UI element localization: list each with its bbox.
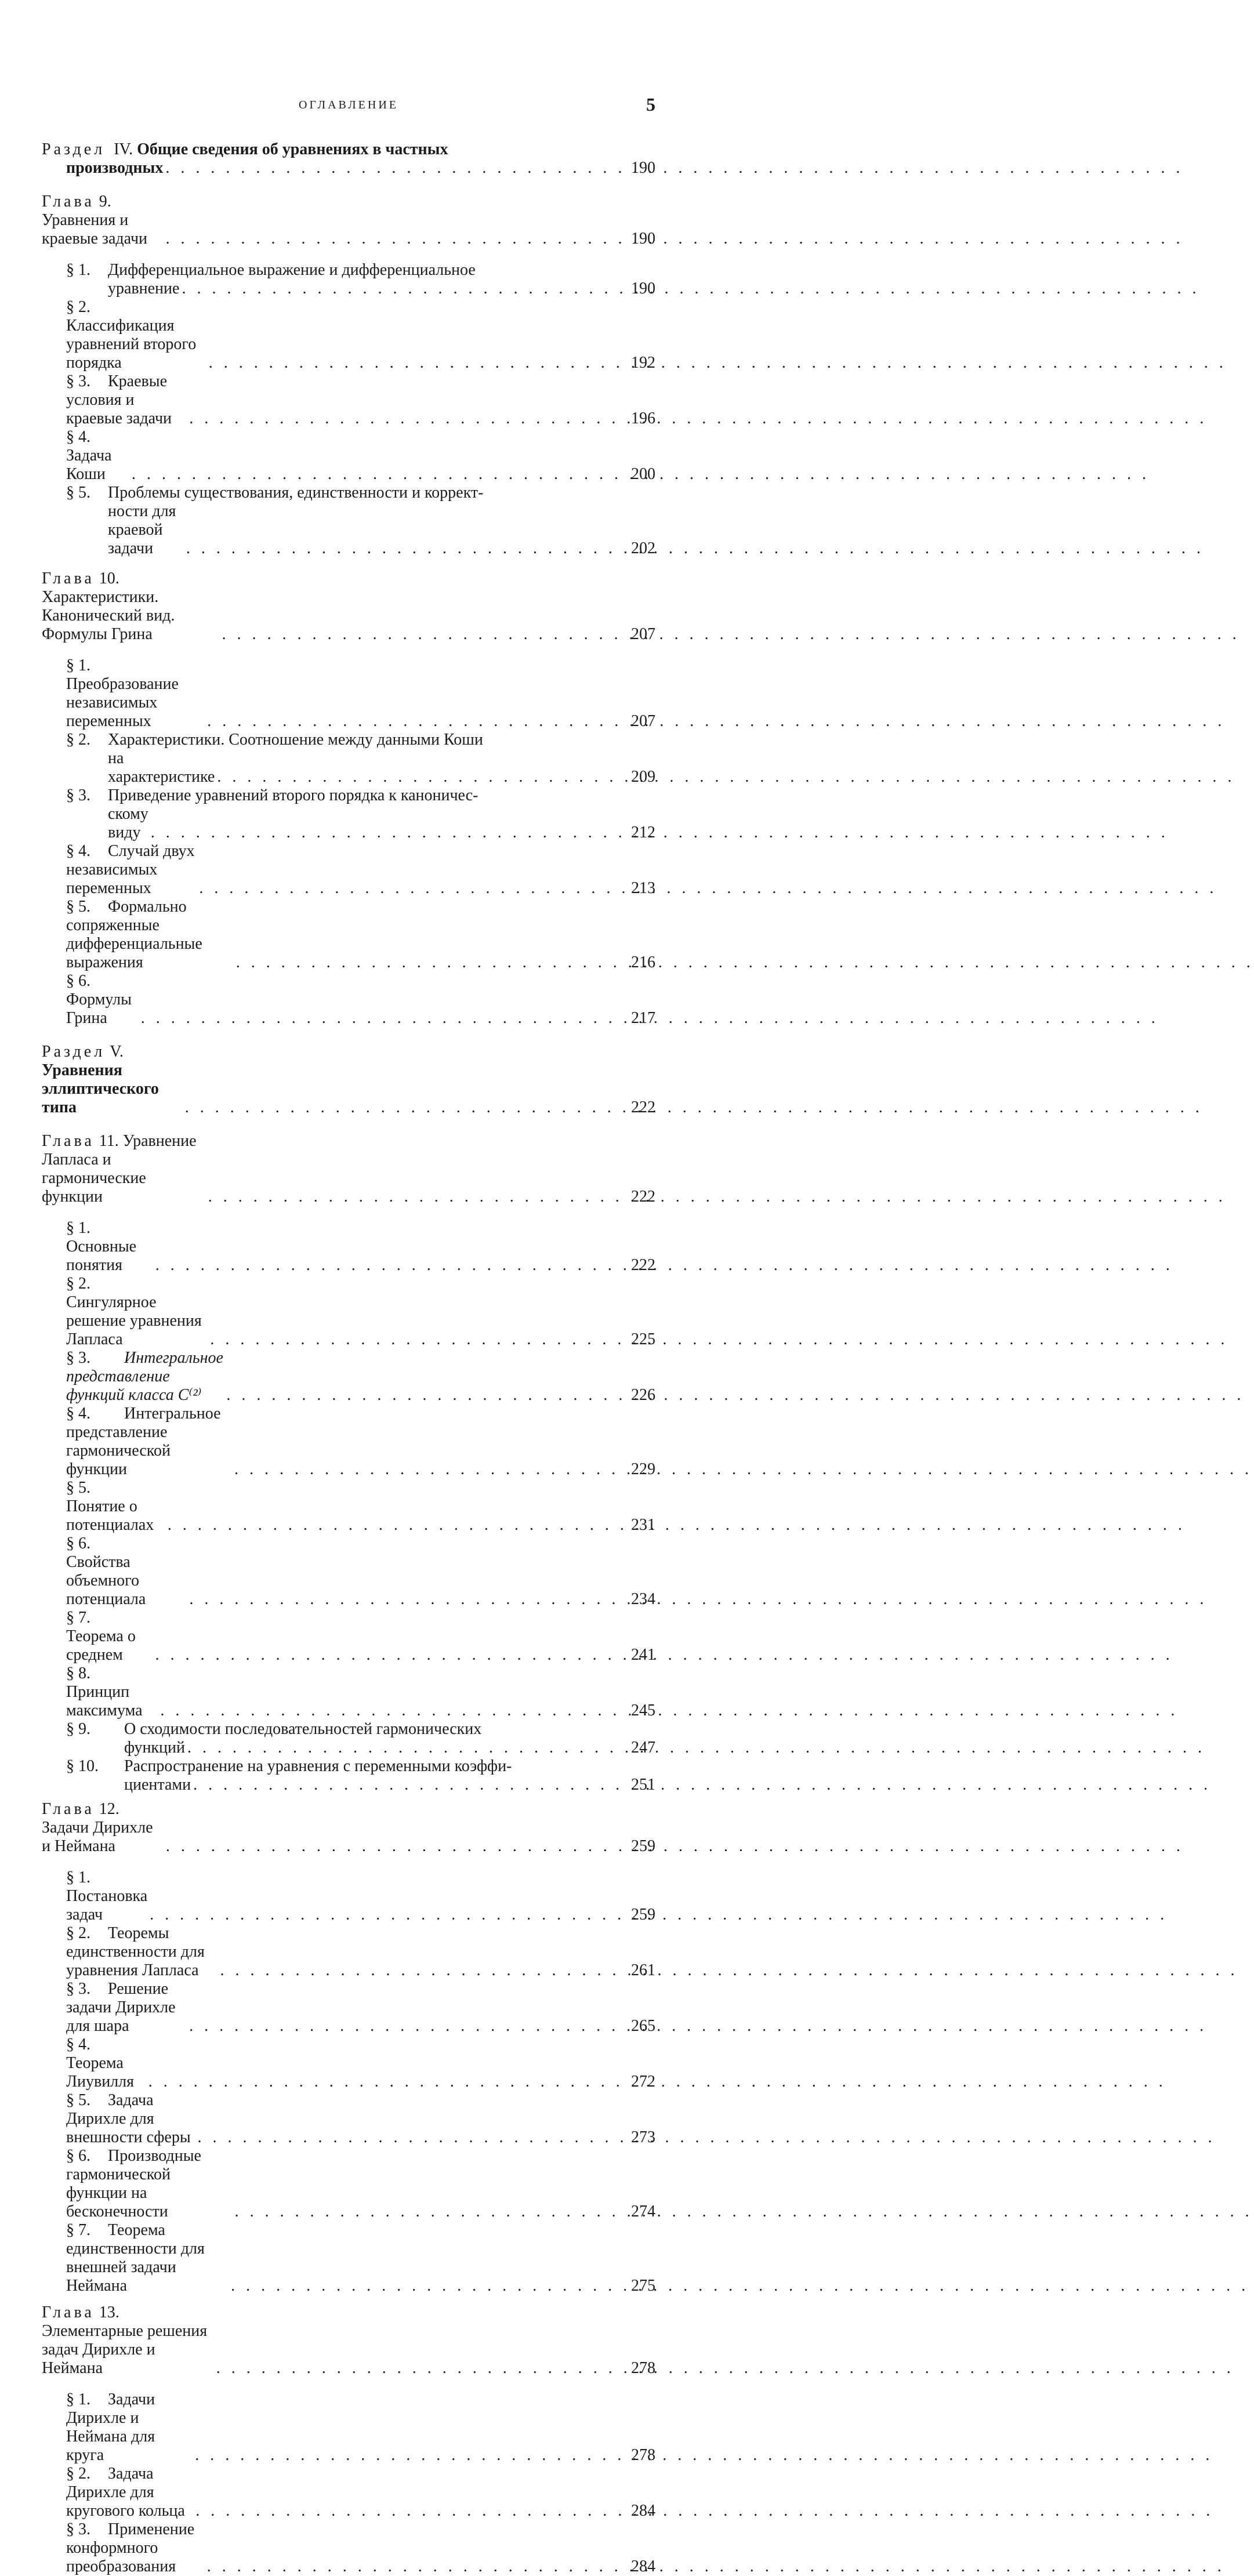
section-title: Характеристики. Соотношение между данными Коши (108, 731, 483, 749)
page-ref: 284 (631, 2502, 655, 2520)
leader-dots (163, 159, 624, 177)
leader-dots (233, 2203, 624, 2221)
leader-dots (153, 1256, 624, 1275)
leader-dots (193, 2502, 624, 2520)
chapter-10-entry[interactable] (42, 569, 655, 644)
section-title-cont: скому виду (108, 805, 148, 841)
page-ref: 226 (631, 1386, 655, 1404)
leader-dots (139, 1009, 624, 1028)
section-entry[interactable] (66, 261, 655, 298)
section-entry[interactable] (66, 1405, 655, 1479)
section-title: Формулы Грина (66, 991, 132, 1027)
section-number: § 3. (66, 2520, 90, 2538)
section-title: Интегральное представление гармонической функции (66, 1405, 221, 1478)
chapter-title: 11. Уравнение Лапласа и гармонические функции (42, 1132, 197, 1206)
chapter-12-sections (42, 1868, 655, 2295)
section-title: Теоремы единственности для уравнения Лапласа (66, 1924, 205, 1979)
leader-dots (187, 409, 624, 428)
section-entry[interactable] (66, 1479, 655, 1534)
section-title: Производные гармонической функции на бесконечности (66, 2147, 201, 2221)
leader-dots (229, 2277, 624, 2295)
section-entry[interactable] (66, 972, 655, 1028)
page-ref: 273 (631, 2128, 655, 2146)
part-number: V. (110, 1043, 124, 1061)
page-ref: 278 (631, 2446, 655, 2464)
section-title: Основные понятия (66, 1238, 137, 1274)
chapter-13-entry[interactable] (42, 2303, 655, 2378)
section-title: Теорема единственности для внешней задачи Неймана (66, 2221, 205, 2295)
page-ref: 192 (631, 354, 655, 372)
section-title: Принцип максимума (66, 1683, 143, 1719)
leader-dots (153, 1646, 624, 1664)
section-number: § 2. (66, 1924, 90, 1942)
section-entry[interactable] (66, 2147, 655, 2221)
section-title: Дифференциальное выражение и дифференциальное (108, 261, 476, 279)
section-title: Применение конформного преобразования (66, 2520, 195, 2575)
chapter-9-sections (42, 261, 655, 558)
chapter-title: 13. Элементарные решения задач Дирихле и Неймана (42, 2303, 208, 2377)
leader-dots (164, 1837, 624, 1856)
section-number: § 3. (66, 372, 90, 390)
section-entry[interactable] (66, 1720, 655, 1757)
page-ref: 217 (631, 1009, 655, 1027)
section-entry[interactable] (66, 298, 655, 372)
page-ref: 284 (631, 2557, 655, 2575)
section-title-cont: уравнение (108, 280, 180, 297)
section-entry[interactable] (66, 1868, 655, 1924)
section-number: § 8. (66, 1664, 90, 1682)
page-ref: 272 (631, 2073, 655, 2091)
section-number: § 1. (66, 261, 90, 279)
section-number: § 9. (66, 1720, 90, 1738)
section-title: Проблемы существования, единственности и коррект- (108, 484, 484, 502)
leader-dots (234, 953, 624, 972)
section-entry[interactable] (66, 428, 655, 484)
section-title: Решение задачи Дирихле для шара (66, 1980, 176, 2035)
page-number: 5 (646, 94, 655, 115)
section-entry[interactable] (66, 656, 655, 731)
section-entry[interactable] (66, 2091, 655, 2147)
section-title: Задача Дирихле для кругового кольца (66, 2465, 185, 2520)
page-ref: 200 (631, 465, 655, 483)
section-title: Преобразование независимых переменных (66, 675, 179, 730)
section-entry[interactable] (66, 842, 655, 898)
section-number: § 1. (66, 1219, 90, 1237)
section-title-cont: циентами (124, 1776, 191, 1794)
part-title: Уравнения эллиптического типа (42, 1061, 159, 1116)
page-ref: 207 (631, 712, 655, 730)
page-ref: 222 (631, 1098, 655, 1116)
page-ref: 278 (631, 2359, 655, 2377)
section-entry[interactable] (66, 898, 655, 972)
leader-dots (205, 2557, 624, 2576)
page-ref: 190 (631, 230, 655, 248)
part-v-entry[interactable] (42, 1043, 655, 1117)
page-ref: 234 (631, 1590, 655, 1608)
part-title: Общие сведения об уравнениях в частных (137, 140, 448, 158)
section-number: § 6. (66, 2147, 90, 2165)
section-title: Свойства объемного потенциала (66, 1553, 146, 1608)
page-ref: 222 (631, 1188, 655, 1206)
section-entry[interactable] (66, 2221, 655, 2295)
section-entry[interactable] (66, 786, 655, 842)
section-number: § 5. (66, 484, 90, 502)
section-entry[interactable] (66, 372, 655, 428)
leader-dots (224, 1386, 624, 1405)
section-number: § 3. (66, 786, 90, 804)
section-entry[interactable] (66, 1219, 655, 1275)
leader-dots (197, 879, 624, 898)
section-title-cont: функций (124, 1739, 185, 1757)
section-number: § 6. (66, 1534, 90, 1552)
section-title: Краевые условия и краевые задачи (66, 372, 172, 427)
leader-dots (183, 1098, 624, 1117)
leader-dots (232, 1460, 624, 1479)
chapter-11-entry[interactable] (42, 1132, 655, 1206)
table-of-contents (42, 140, 655, 2576)
leader-dots (158, 1701, 624, 1720)
part-iv-entry[interactable] (42, 140, 655, 177)
section-entry[interactable] (66, 2390, 655, 2465)
leader-dots (208, 1330, 624, 1349)
section-number: § 10. (66, 1757, 99, 1775)
section-number: § 5. (66, 2091, 90, 2109)
part-label: Раздел (42, 1043, 106, 1061)
leader-dots (218, 1961, 624, 1980)
section-title: Понятие о потенциалах (66, 1497, 154, 1534)
leader-dots (191, 1776, 624, 1794)
section-title: Задача Дирихле для внешности сферы (66, 2091, 191, 2146)
leader-dots (165, 1516, 624, 1534)
leader-dots (184, 539, 624, 558)
section-entry[interactable] (66, 484, 655, 558)
running-title: ОГЛАВЛЕНИЕ (299, 99, 398, 111)
section-number: § 6. (66, 972, 90, 990)
page-header (42, 96, 655, 119)
section-entry[interactable] (66, 1534, 655, 1609)
leader-dots (146, 2073, 624, 2091)
section-number: § 4. (66, 842, 90, 860)
page-ref: 274 (631, 2203, 655, 2221)
section-title: Приведение уравнений второго порядка к каноничес- (108, 786, 479, 804)
page-ref: 190 (631, 280, 655, 297)
leader-dots (206, 1188, 624, 1206)
section-title: Теорема Лиувилля (66, 2054, 135, 2091)
leader-dots (163, 230, 624, 248)
section-number: § 4. (66, 1405, 90, 1423)
page-ref: 196 (631, 409, 655, 427)
leader-dots (220, 625, 624, 644)
section-title-cont: на характеристике (108, 749, 215, 786)
section-entry[interactable] (66, 1980, 655, 2036)
leader-dots (148, 823, 624, 842)
section-title: Классификация уравнений второго порядка (66, 317, 197, 372)
leader-dots (147, 1906, 624, 1924)
section-entry[interactable] (66, 2465, 655, 2520)
page-ref: 212 (631, 823, 655, 841)
leader-dots (205, 712, 624, 731)
section-number: § 2. (66, 2465, 90, 2483)
section-entry[interactable] (66, 1349, 655, 1405)
section-entry[interactable] (66, 1757, 655, 1794)
page-ref: 209 (631, 768, 655, 786)
section-title: Сингулярное решение уравнения Лапласа (66, 1293, 202, 1348)
section-title: Формально сопряженные дифференциальные выражения (66, 898, 202, 971)
section-number: § 7. (66, 2221, 90, 2239)
chapter-title: 10. Характеристики. Канонический вид. Формулы Грина (42, 569, 175, 643)
section-title-cont: ности для краевой задачи (108, 502, 176, 557)
chapter-label: Глава (42, 193, 95, 211)
leader-dots (193, 2446, 624, 2465)
chapter-11-sections (42, 1219, 655, 1794)
page-ref: 259 (631, 1837, 655, 1855)
section-entry[interactable] (66, 1275, 655, 1349)
section-title: Интегральное представление функций класса C⁽²⁾ (66, 1349, 223, 1404)
section-title: О сходимости последовательностей гармонических (124, 1720, 482, 1738)
section-number: § 1. (66, 1868, 90, 1886)
page-ref: 207 (631, 625, 655, 643)
chapter-title: 12. Задачи Дирихле и Неймана (42, 1800, 153, 1855)
chapter-label: Глава (42, 2303, 95, 2321)
chapter-title: 9. Уравнения и краевые задачи (42, 193, 148, 248)
chapter-label: Глава (42, 1800, 95, 1818)
page-ref: 229 (631, 1460, 655, 1478)
section-number: § 2. (66, 731, 90, 749)
page-ref: 241 (631, 1646, 655, 1664)
section-number: § 3. (66, 1349, 90, 1367)
leader-dots (214, 2359, 624, 2378)
chapter-label: Глава (42, 569, 95, 587)
section-number: § 4. (66, 2036, 90, 2053)
page-ref: 259 (631, 1906, 655, 1924)
section-entry[interactable] (66, 731, 655, 786)
chapter-label: Глава (42, 1132, 95, 1150)
section-title: Задача Коши (66, 447, 112, 483)
leader-dots (215, 768, 624, 786)
section-entry[interactable] (66, 1664, 655, 1720)
page-ref: 245 (631, 1701, 655, 1719)
leader-dots (179, 280, 624, 298)
chapter-10-sections (42, 656, 655, 1028)
section-title: Задачи Дирихле и Неймана для круга (66, 2390, 155, 2464)
page-ref: 213 (631, 879, 655, 897)
page-ref: 216 (631, 953, 655, 971)
page-ref: 231 (631, 1516, 655, 1534)
leader-dots (206, 354, 624, 372)
page-ref: 247 (631, 1739, 655, 1757)
section-number: § 1. (66, 2390, 90, 2408)
leader-dots (195, 2128, 624, 2147)
section-number: § 2. (66, 1275, 90, 1293)
section-entry[interactable] (66, 1924, 655, 1980)
page-ref: 225 (631, 1330, 655, 1348)
page-ref: 190 (631, 159, 655, 177)
section-entry[interactable] (66, 2036, 655, 2091)
section-number: § 5. (66, 1479, 90, 1497)
section-number: § 3. (66, 1980, 90, 1998)
part-label: Раздел (42, 140, 106, 158)
section-number: § 4. (66, 428, 90, 446)
section-number: § 5. (66, 898, 90, 916)
leader-dots (187, 2017, 624, 2036)
section-number: § 1. (66, 656, 90, 674)
section-entry[interactable] (66, 2520, 655, 2576)
section-title: Постановка задач (66, 1887, 148, 1924)
part-title-cont: производных (66, 159, 164, 177)
section-title: Распространение на уравнения с переменными коэффи- (124, 1757, 512, 1775)
leader-dots (185, 1739, 624, 1757)
chapter-9-entry[interactable] (42, 193, 655, 248)
section-entry[interactable] (66, 1609, 655, 1664)
section-number: § 2. (66, 298, 90, 316)
section-number: § 7. (66, 1609, 90, 1627)
leader-dots (129, 465, 624, 484)
part-number: IV. (114, 140, 133, 158)
page-ref: 261 (631, 1961, 655, 1979)
leader-dots (187, 1590, 624, 1609)
page-ref: 251 (631, 1776, 655, 1794)
page-ref: 275 (631, 2277, 655, 2295)
page-ref: 265 (631, 2017, 655, 2035)
page-ref: 202 (631, 539, 655, 557)
page-ref: 222 (631, 1256, 655, 1274)
chapter-13-sections (42, 2390, 655, 2576)
section-title: Случай двух независимых переменных (66, 842, 195, 897)
chapter-12-entry[interactable] (42, 1800, 655, 1856)
section-title: Теорема о среднем (66, 1627, 136, 1664)
